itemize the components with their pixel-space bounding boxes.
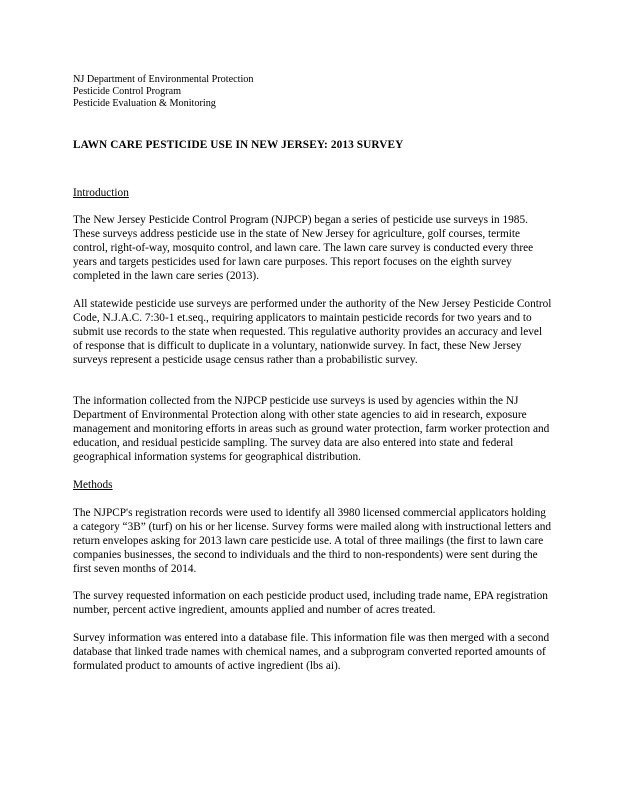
methods-paragraph-1: The NJPCP's registration records were used to identify all 3980 licensed commercial applicators holding a category “3B” (turf) on his or her license. Survey forms were mailed along with instructional letters and return envelopes asking for 2013 lawn care pesticide use. A total of three mailings (the first to lawn care companies businesses, the second to individuals and the third to non-respondents) were sent during the first seven months of 2014. — [73, 506, 552, 575]
introduction-paragraph-2: All statewide pesticide use surveys are performed under the authority of the New Jersey Pesticide Control Code, N.J.A.C. 7:30-1 et.seq., requiring applicators to maintain pesticide records for two years and to submit use records to the state when requested. This regulative authority provides an accuracy and level of response that is difficult to duplicate in a voluntary, nationwide survey. In fact, these New Jersey surveys represent a pesticide usage census rather than a probabilistic survey. — [73, 297, 552, 366]
agency-name: NJ Department of Environmental Protection — [73, 74, 254, 85]
program-name: Pesticide Control Program — [73, 86, 182, 98]
document-title: LAWN CARE PESTICIDE USE IN NEW JERSEY: 2013 SURVEY — [73, 138, 404, 151]
introduction-paragraph-1: The New Jersey Pesticide Control Program (NJPCP) began a series of pesticide use surveys in 1985. These surveys address pesticide use in the state of New Jersey for agriculture, golf courses, termite control, right-of-way, mosquito control, and lawn care. The lawn care survey is conducted every three years and targets pesticides used for lawn care purposes. This report focuses on the eighth survey completed in the lawn care series (2013). — [73, 214, 534, 283]
methods-paragraph-3: Survey information was entered into a database file. This information file was then merged with a second database that linked trade names with chemical names, and a subprogram converted reported amounts of formulated product to amounts of active ingredient (lbs ai). — [73, 632, 550, 673]
document-page — [73, 74, 553, 674]
methods-heading: Methods — [73, 479, 113, 492]
introduction-paragraph-3: The information collected from the NJPCP pesticide use surveys is used by agencies within the NJ Department of Environmental Protection along with other state agencies to aid in research, exposure management and monitoring efforts in areas such as ground water protection, farm worker protection and education, and residual pesticide sampling. The survey data are also entered into state and federal geographical information systems for geographical distribution. — [73, 395, 550, 464]
unit-name: Pesticide Evaluation & Monitoring — [73, 98, 216, 110]
agency-header — [73, 74, 553, 111]
methods-paragraph-2: The survey requested information on each pesticide product used, including trade name, EPA registration number, percent active ingredient, amounts applied and number of acres treated. — [73, 590, 548, 617]
introduction-heading: Introduction — [73, 186, 129, 199]
